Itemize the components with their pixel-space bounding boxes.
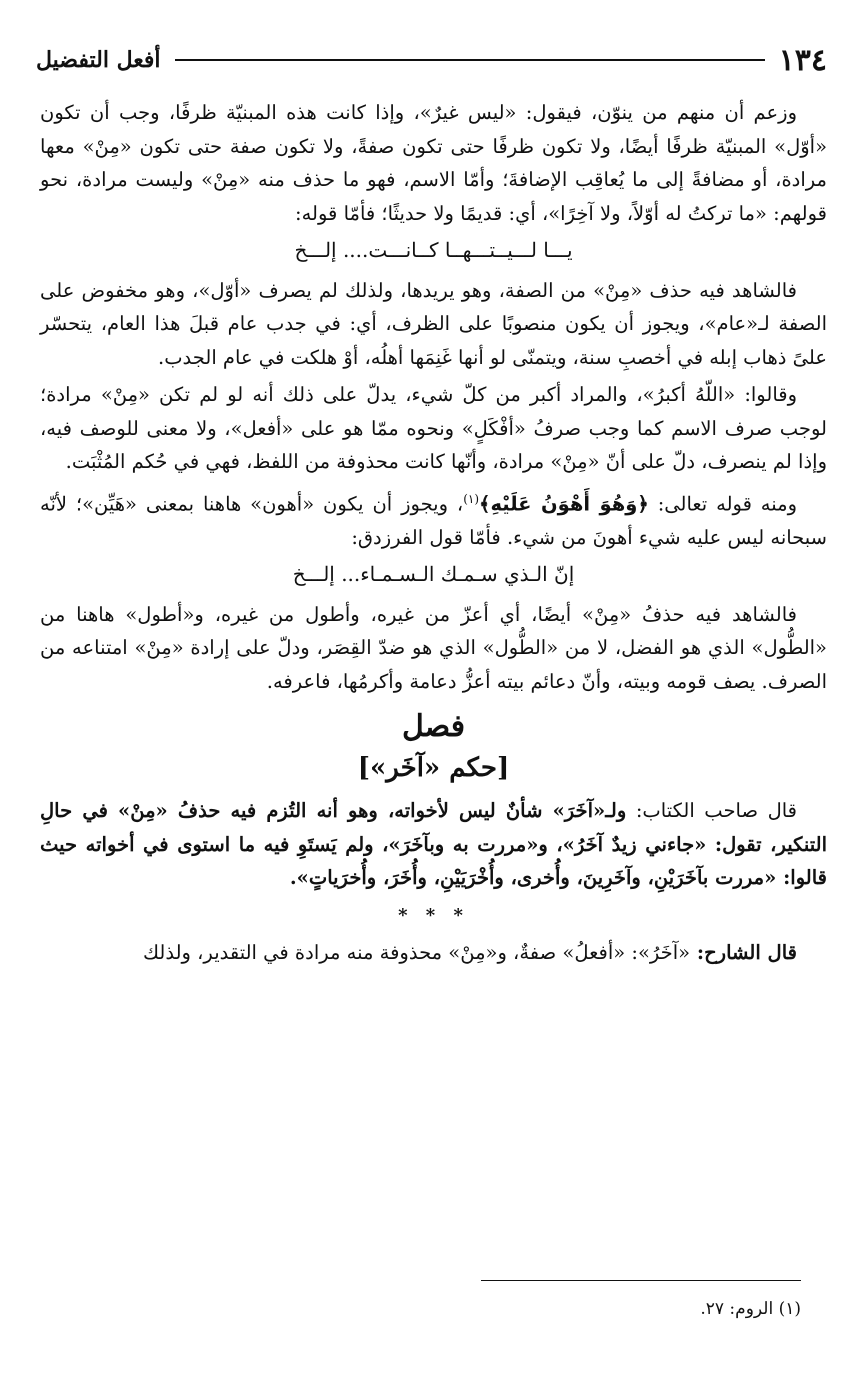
paragraph-4-lead: ومنه قوله تعالى: xyxy=(648,492,797,515)
commentary-paragraph xyxy=(40,936,827,970)
section-subtitle: [حكم «آخَر»] xyxy=(357,753,510,783)
paragraph-2: فالشاهد فيه حذف «مِنْ» من الصفة، وهو يريدها، ولذلك لم يصرف «أوّل»، وهو مخفوض على الصفة لـ«عام»، ويجوز أن يكون منصوبًا على الظرف، أي: في جدب عام قبلَ هذا العام، يتحسّر علىً ذهاب إبله في أخصبِ سنة، ويتمنّى لو أنها غَنِمَها أهلُه، أوْ هلكت في عام الجدب. xyxy=(40,278,827,369)
verse-2: إنّ الـذي سـمـك الـسـمـاء... إلـــخ xyxy=(292,562,575,586)
commentary-text: «آخَرُ»: «أفعلُ» صفةٌ، و«مِنْ» محذوفة منه مرادة في التقدير، ولذلك xyxy=(142,941,691,964)
section-separator-stars: * * * xyxy=(398,904,469,926)
header-rule xyxy=(175,59,765,61)
page-header xyxy=(36,38,827,82)
matn-text: ولـ«آخَرَ» شأنٌ ليس لأخواته، وهو أنه التُزم فيه حذفُ «مِنْ» في حالِ التنكير، تقول: «جاءني زيدٌ آخَرُ»، و«مررت به وبآخَرَ»، ولم يَستَوِ فيه ما استوى في أخواته حيث قالوا: «مررت بآخَرَيْنِ، وآخَرِينَ، وأُخرى، وأُخْرَيَيْنِ، وأُخَرَ، وأُخرَياتٍ». xyxy=(40,799,827,889)
paragraph-3: وقالوا: «اللّهُ أكبرُ»، والمراد أكبر من كلّ شيء، يدلّ على ذلك أنه لو لم تكن «مِنْ» مرادة؛ لوجب صرف الاسم كما وجب صرفُ «أفْكَلٍ» ونحوه ممّا هو على «أفعل»، ولا معنى للوصف فيه، وإذا لم ينصرف، دلّ على أنّ «مِنْ» مرادة، وأنّها كانت محذوفة من اللفظ، فهي في حُكم المُثْبَت. xyxy=(40,383,827,473)
running-title: أفعل التفضيل xyxy=(36,47,161,73)
page-body xyxy=(40,96,827,974)
paragraph-5: فالشاهد فيه حذفُ «مِنْ» أيضًا، أي أعزّ من غيره، وأطول من غيره، و«أطول» هاهنا من «الطُّول» الذي هو الفضل، لا من «الطُّول» الذي هو ضدّ القِصَر، ودلّ على إرادة «مِنْ» امتناعه من الصرف. يصف قومه وبيته، وأنّ دعائم بيته أعزُّ دعامة وأكرمُها، فاعرفه. xyxy=(40,602,827,693)
commentary-intro: قال الشارح: xyxy=(690,941,797,964)
matn-intro: قال صاحب الكتاب: xyxy=(626,799,798,822)
footnote-rule xyxy=(481,1280,801,1281)
paragraph-1: وزعم أن منهم من ينوّن، فيقول: «ليس غيرٌ»، وإذا كانت هذه المبنيّة ظرفًا، وجب أن تكون «أوّل» المبنيّة ظرفًا أيضًا، ولا تكون ظرفًا حتى تكون صفةً، ولا تكون صفة حتى تكون «مِنْ» معها مرادة، أو مضافةً إلى ما يُعاقِب الإضافةَ؛ وأمّا الاسم، فهو ما حذف منه «مِنْ» وليست مرادة، نحو قولهم: «ما تركتُ له أوّلاً، ولا آخِرًا»، أي: قديمًا ولا حديثًا؛ فأمّا قوله: xyxy=(40,101,827,225)
paragraph-4-rest: ، ويجوز أن يكون «أهون» هاهنا بمعنى «هَيِّن»؛ لأنّه سبحانه ليس عليه شيء أهونَ من شيء. فأمّا قول الفرزدق: xyxy=(40,492,827,549)
quran-quote: ﴿وَهُوَ أَهْوَنُ عَلَيْهِ﴾ xyxy=(479,492,649,515)
section-title: فصل xyxy=(401,709,466,744)
page-number: ١٣٤ xyxy=(778,42,827,78)
matn-paragraph xyxy=(40,794,827,895)
paragraph-4 xyxy=(40,483,827,555)
footnote: (١) الروم: ٢٧. xyxy=(700,1299,801,1319)
verse-1: يـــا لـــيــتـــهــا كــانـــت.... إلـــخ xyxy=(294,238,573,262)
footnote-marker: (١) xyxy=(463,491,480,506)
